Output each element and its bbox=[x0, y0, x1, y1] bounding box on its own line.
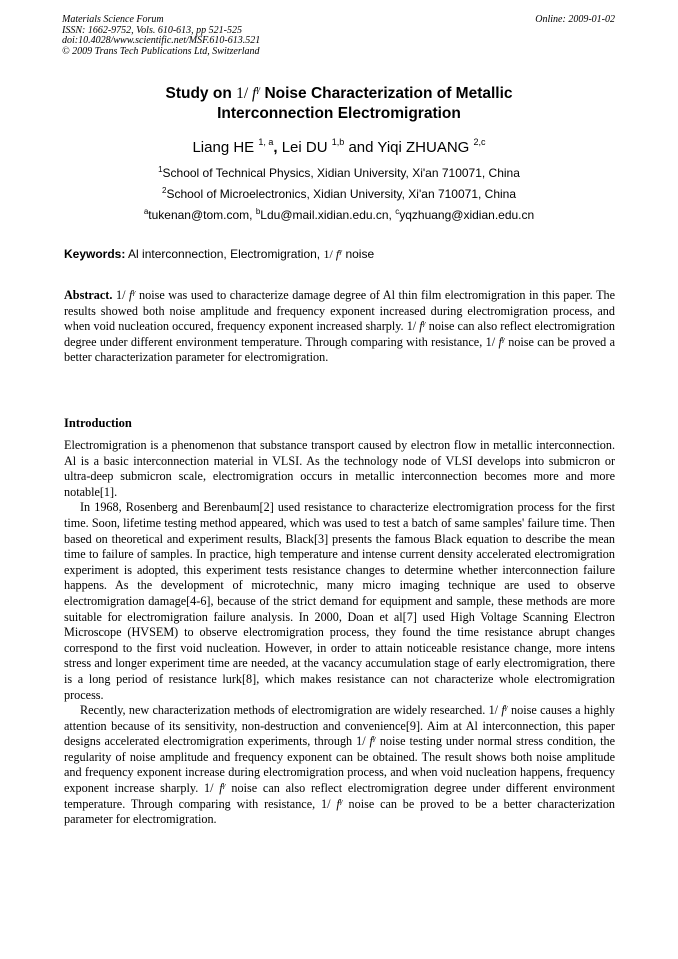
title-line-2: Interconnection Electromigration bbox=[217, 105, 461, 122]
title-line-1: Study on 1/ $f^\gamma$ Noise Characterization of Metallic bbox=[165, 84, 513, 102]
one-over-f-gamma: 1/ $f^\gamma$ bbox=[406, 318, 426, 334]
doi-line: doi:10.4028/www.scientific.net/MSF.610-613.521 bbox=[62, 35, 261, 46]
one-over-f-gamma: 1/ $f^\gamma$ bbox=[204, 780, 226, 796]
journal-header bbox=[62, 15, 260, 57]
introduction-body bbox=[64, 438, 615, 828]
author-1: Liang HE bbox=[192, 139, 255, 156]
one-over-f-gamma: 1/ $f^\gamma$ bbox=[488, 702, 508, 718]
one-over-f-gamma: 1/ $f^\gamma$ bbox=[323, 246, 343, 261]
author-emails: $^a$tukenan@tom.com, $^b$Ldu@mail.xidian.edu.cn, $^c$yqzhuang@xidian.edu.cn bbox=[143, 207, 535, 222]
author-list: Liang HE $^{1, a}$, Lei DU $^{1,b}$ and Yiqi ZHUANG $^{2,c}$ bbox=[192, 137, 486, 156]
paragraph: Electromigration is a phenomenon that substance transport caused by electron flow in metallic interconnection. Al is a basic interconnection material in VLSI. As the technology node of VLSI develops into submicron or ultra-deep submicron scale, electromigration occurs in metallic interconnection becomes more and more notable[1]. bbox=[64, 438, 615, 499]
copyright-line: © 2009 Trans Tech Publications Ltd, Switzerland bbox=[62, 45, 260, 57]
one-over-f-gamma: 1/ $f^\gamma$ bbox=[356, 733, 376, 749]
one-over-f-gamma: 1/ $f^\gamma$ bbox=[485, 334, 505, 349]
email-link[interactable]: Ldu@mail.xidian.edu.cn, bbox=[260, 208, 392, 222]
one-over-f-gamma: 1/ $f^\gamma$ bbox=[321, 796, 343, 811]
email-link[interactable]: tukenan@tom.com, bbox=[148, 208, 253, 222]
online-date: Online: 2009-01-02 bbox=[535, 14, 615, 25]
paragraph: Recently, new characterization methods of electromigration are widely researched. 1/ $f^\gamma$ noise causes a highly attention because of its sensitivity, non-destruction and convenience[9]. Aim at Al interconnection, this paper designs accelerated electromigration experiments, through 1/ $f^\gamma$ noise testing under normal stress condition, the regularity of noise amplitude and frequency exponent can be obtained. The result shows both noise amplitude and frequency exponent increase during electromigration process, and when void nucleation happens, frequency exponent increase sharply. 1/ $f^\gamma$ noise can also reflect electromigration degree under different environment temperature. Through comparing with resistance, 1/ $f^\gamma$ noise can be proved to be a better characterization parameter for electromigration. bbox=[64, 702, 616, 827]
abstract: Abstract. 1/ $f^\gamma$ noise was used to characterize damage degree of Al thin film electromigration in this paper. The results showed both noise amplitude and frequency exponent increased during electromigration process, and when void nucleation occured, frequency exponent increased sharply. 1/ $f^\gamma$ noise can also reflect electromigration degree under different environment temperature. Through comparing with resistance, 1/ $f^\gamma$ noise can be proved a better characterization parameter for electromigration. bbox=[64, 287, 616, 365]
author-3: Yiqi ZHUANG bbox=[377, 139, 470, 156]
paper-title bbox=[0, 84, 678, 124]
email-link[interactable]: yqzhuang@xidian.edu.cn bbox=[399, 208, 535, 222]
issn-line: ISSN: 1662-9752, Vols. 610-613, pp 521-525 bbox=[62, 24, 242, 36]
one-over-f-gamma: 1/ $f^\gamma$ bbox=[115, 287, 136, 302]
section-heading-introduction: Introduction bbox=[64, 416, 132, 430]
affiliation-2: $^2$School of Microelectronics, Xidian University, Xi'an 710071, China bbox=[161, 186, 517, 201]
abstract-label: Abstract. bbox=[64, 288, 113, 302]
one-over-f-gamma: 1/ $f^\gamma$ bbox=[236, 84, 261, 102]
journal-name: Materials Science Forum bbox=[62, 14, 164, 25]
author-2: Lei DU bbox=[281, 139, 328, 156]
keywords: Keywords: Al interconnection, Electromigration, 1/ $f^\gamma$ noise bbox=[64, 246, 375, 261]
affiliation-1: $^1$School of Technical Physics, Xidian University, Xi'an 710071, China bbox=[158, 165, 520, 180]
paragraph: In 1968, Rosenberg and Berenbaum[2] used resistance to characterize electromigration process for the first time. Soon, lifetime testing method appeared, which was used to test a batch of same samples' failure time. Then based on theoretical and experiment results, Black[3] presents the famous Black equation to describe the mean time to failure of samples. In practice, high temperature and intense current density accelerated electromigration experiment is adopted, this experiment tests resistance changes to determine whether interconnection failure happens. As the development of microtechnic, many micro imaging technique are used to observe electromigration damage[4-6], because of the strict demand for equipment and sample, these methods are more suitable for electromigration failure analysis. In 2000, Doan et al[7] used High Voltage Scanning Electron Microscope (HVSEM) to observe electromigration process, they found the time resistance abrupt changes correspond to the first void nucleation. However, in order to attain noticeable resistance change, more intens stress and longer experiment time are needed, at the vacancy accumulation stage of early electromigration, there is a long period of resistance lurk[8], which makes resistance can not characterize whole electromigration process. bbox=[64, 500, 615, 702]
